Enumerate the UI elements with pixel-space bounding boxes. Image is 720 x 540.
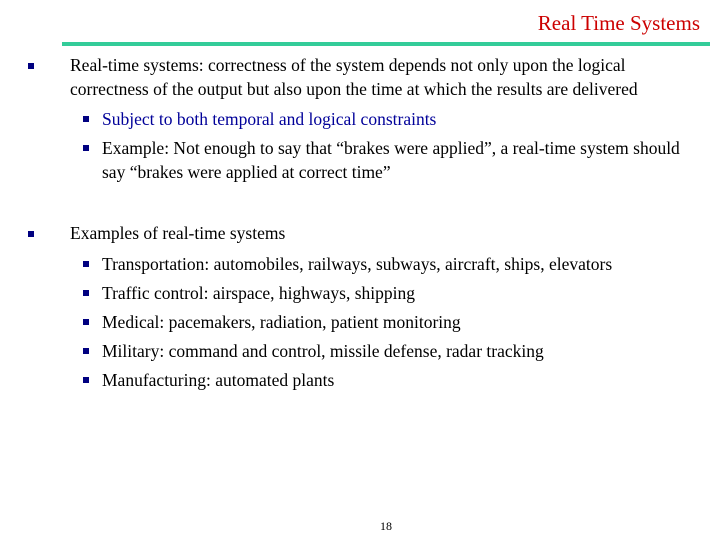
sub-bullet-text: Military: command and control, missile defense, radar tracking [102, 340, 544, 361]
sub-bullet-text: Subject to both temporal and logical constraints [102, 109, 437, 129]
sub-bullet-item [102, 310, 695, 335]
slide-title: Real Time Systems [537, 11, 700, 35]
sub-bullet-item [102, 368, 695, 393]
sub-bullet-text: Medical: pacemakers, radiation, patient monitoring [102, 311, 461, 332]
bullet-text: Real-time systems: correctness of the system depends not only upon the logical correctness of the output but also upon the time at which the results are delivered [70, 55, 638, 99]
sub-bullet-item [102, 281, 695, 306]
sub-bullet-text: Transportation: automobiles, railways, subways, aircraft, ships, elevators [102, 253, 613, 274]
sub-bullet-item [102, 252, 695, 277]
square-bullet-icon [83, 145, 89, 151]
bullet-item [70, 54, 695, 184]
slide-content [0, 54, 720, 397]
square-bullet-icon [83, 290, 89, 296]
sub-bullet-item [102, 107, 695, 131]
section-spacer [0, 189, 720, 222]
sub-bullet-item [102, 339, 695, 364]
square-bullet-icon [28, 231, 34, 237]
square-bullet-icon [83, 319, 89, 325]
square-bullet-icon [83, 377, 89, 383]
title-underline [62, 42, 710, 46]
sub-bullet-list [70, 107, 695, 184]
square-bullet-icon [83, 261, 89, 267]
bullet-item [70, 222, 695, 393]
sub-bullet-item [102, 136, 695, 184]
page-number: 18 [380, 519, 392, 533]
sub-bullet-text: Manufacturing: automated plants [102, 369, 335, 390]
sub-bullet-text: Traffic control: airspace, highways, shipping [102, 282, 416, 303]
square-bullet-icon [83, 116, 89, 122]
sub-bullet-list [70, 252, 695, 393]
bullet-text: Examples of real-time systems [70, 223, 286, 243]
square-bullet-icon [83, 348, 89, 354]
sub-bullet-text: Example: Not enough to say that “brakes were applied”, a real-time system should say “brakes were applied at correct time” [102, 138, 680, 182]
square-bullet-icon [28, 63, 34, 69]
